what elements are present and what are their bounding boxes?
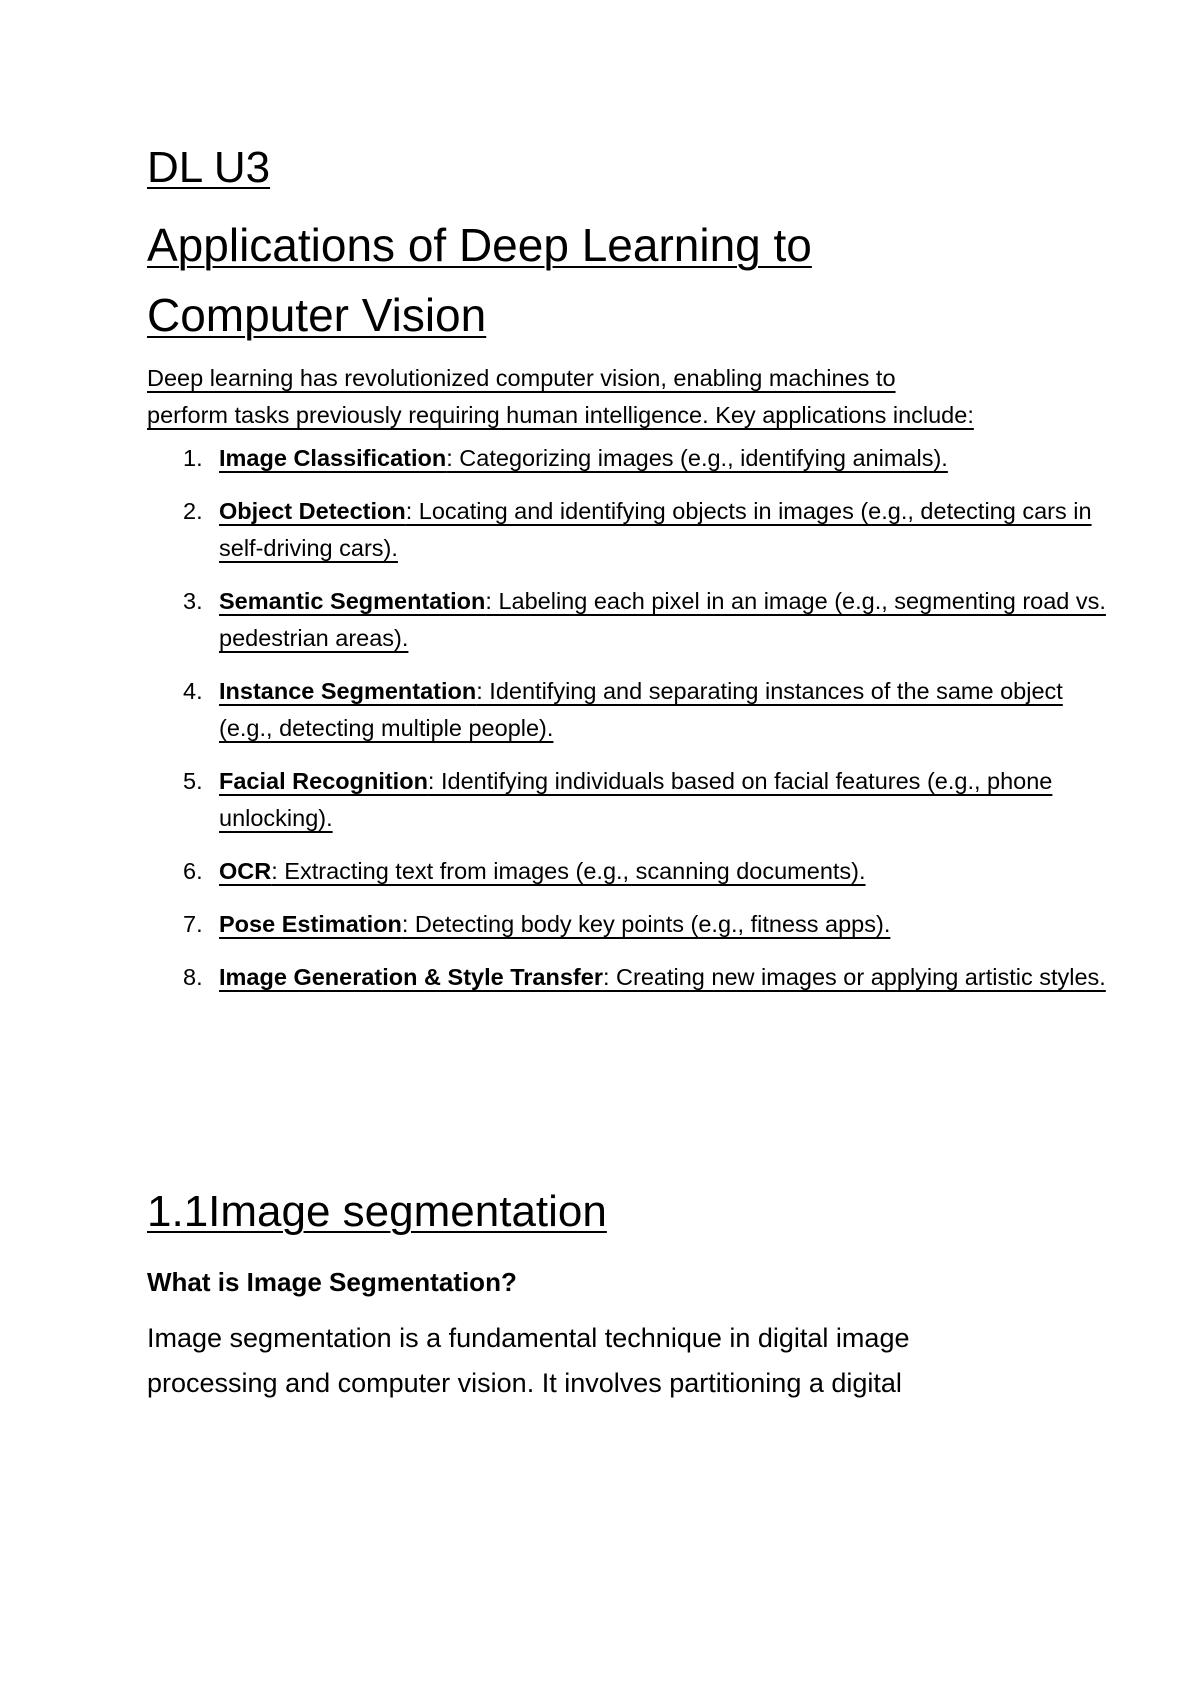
list-item xyxy=(147,763,1119,837)
list-item-term: Pose Estimation xyxy=(219,911,402,937)
list-item-number: 2. xyxy=(183,498,203,524)
list-item-number: 7. xyxy=(183,911,203,937)
list-item-description: : Labeling each pixel in an image (e.g., segmenting road vs. pedestrian areas). xyxy=(219,588,1106,651)
list-item-description: : Extracting text from images (e.g., scanning documents). xyxy=(271,858,866,884)
list-item xyxy=(147,440,1119,477)
list-item-number: 6. xyxy=(183,858,203,884)
list-item xyxy=(147,959,1119,996)
list-item-term: Semantic Segmentation xyxy=(219,588,486,614)
list-item-number: 3. xyxy=(183,588,203,614)
list-item-term: Instance Segmentation xyxy=(219,678,477,704)
document-title: DL U3 xyxy=(147,143,271,192)
intro-paragraph: Deep learning has revolutionized computer vision, enabling machines to perform tasks previously requiring human intelligence. Key applications include: xyxy=(147,365,974,428)
document-body xyxy=(147,140,1106,1406)
list-item-description: : Identifying individuals based on facial features (e.g., phone unlocking). xyxy=(219,768,1053,831)
list-item-description: : Locating and identifying objects in images (e.g., detecting cars in self-driving cars). xyxy=(219,498,1092,561)
list-item-term: OCR xyxy=(219,858,272,884)
list-item-description: : Categorizing images (e.g., identifying animals). xyxy=(446,445,948,471)
list-item xyxy=(147,583,1119,657)
list-item xyxy=(147,853,1119,890)
list-item-number: 8. xyxy=(183,964,203,990)
list-item-term: Object Detection xyxy=(219,498,406,524)
applications-list xyxy=(147,440,1106,996)
section-heading: 1.1Image segmentation xyxy=(147,1187,607,1236)
list-item-number: 1. xyxy=(183,445,203,471)
list-item-description: : Detecting body key points (e.g., fitness apps). xyxy=(401,911,891,937)
list-item-term: Facial Recognition xyxy=(219,768,428,794)
list-item-description: : Identifying and separating instances of the same object (e.g., detecting multiple people). xyxy=(219,678,1063,741)
blank-space xyxy=(147,1012,1077,1182)
list-item-number: 4. xyxy=(183,678,203,704)
list-item xyxy=(147,906,1119,943)
main-heading: Applications of Deep Learning to Computer Vision xyxy=(147,219,812,341)
list-item-term: Image Generation & Style Transfer xyxy=(219,964,603,990)
section-body-paragraph: Image segmentation is a fundamental technique in digital image processing and computer vision. It involves partitioning a digital xyxy=(147,1323,910,1398)
list-item-number: 5. xyxy=(183,768,203,794)
list-item-description: : Creating new images or applying artistic styles. xyxy=(602,964,1106,990)
section-subheading: What is Image Segmentation? xyxy=(147,1267,517,1297)
list-item-term: Image Classification xyxy=(219,445,447,471)
list-item xyxy=(147,673,1119,747)
list-item xyxy=(147,493,1119,567)
